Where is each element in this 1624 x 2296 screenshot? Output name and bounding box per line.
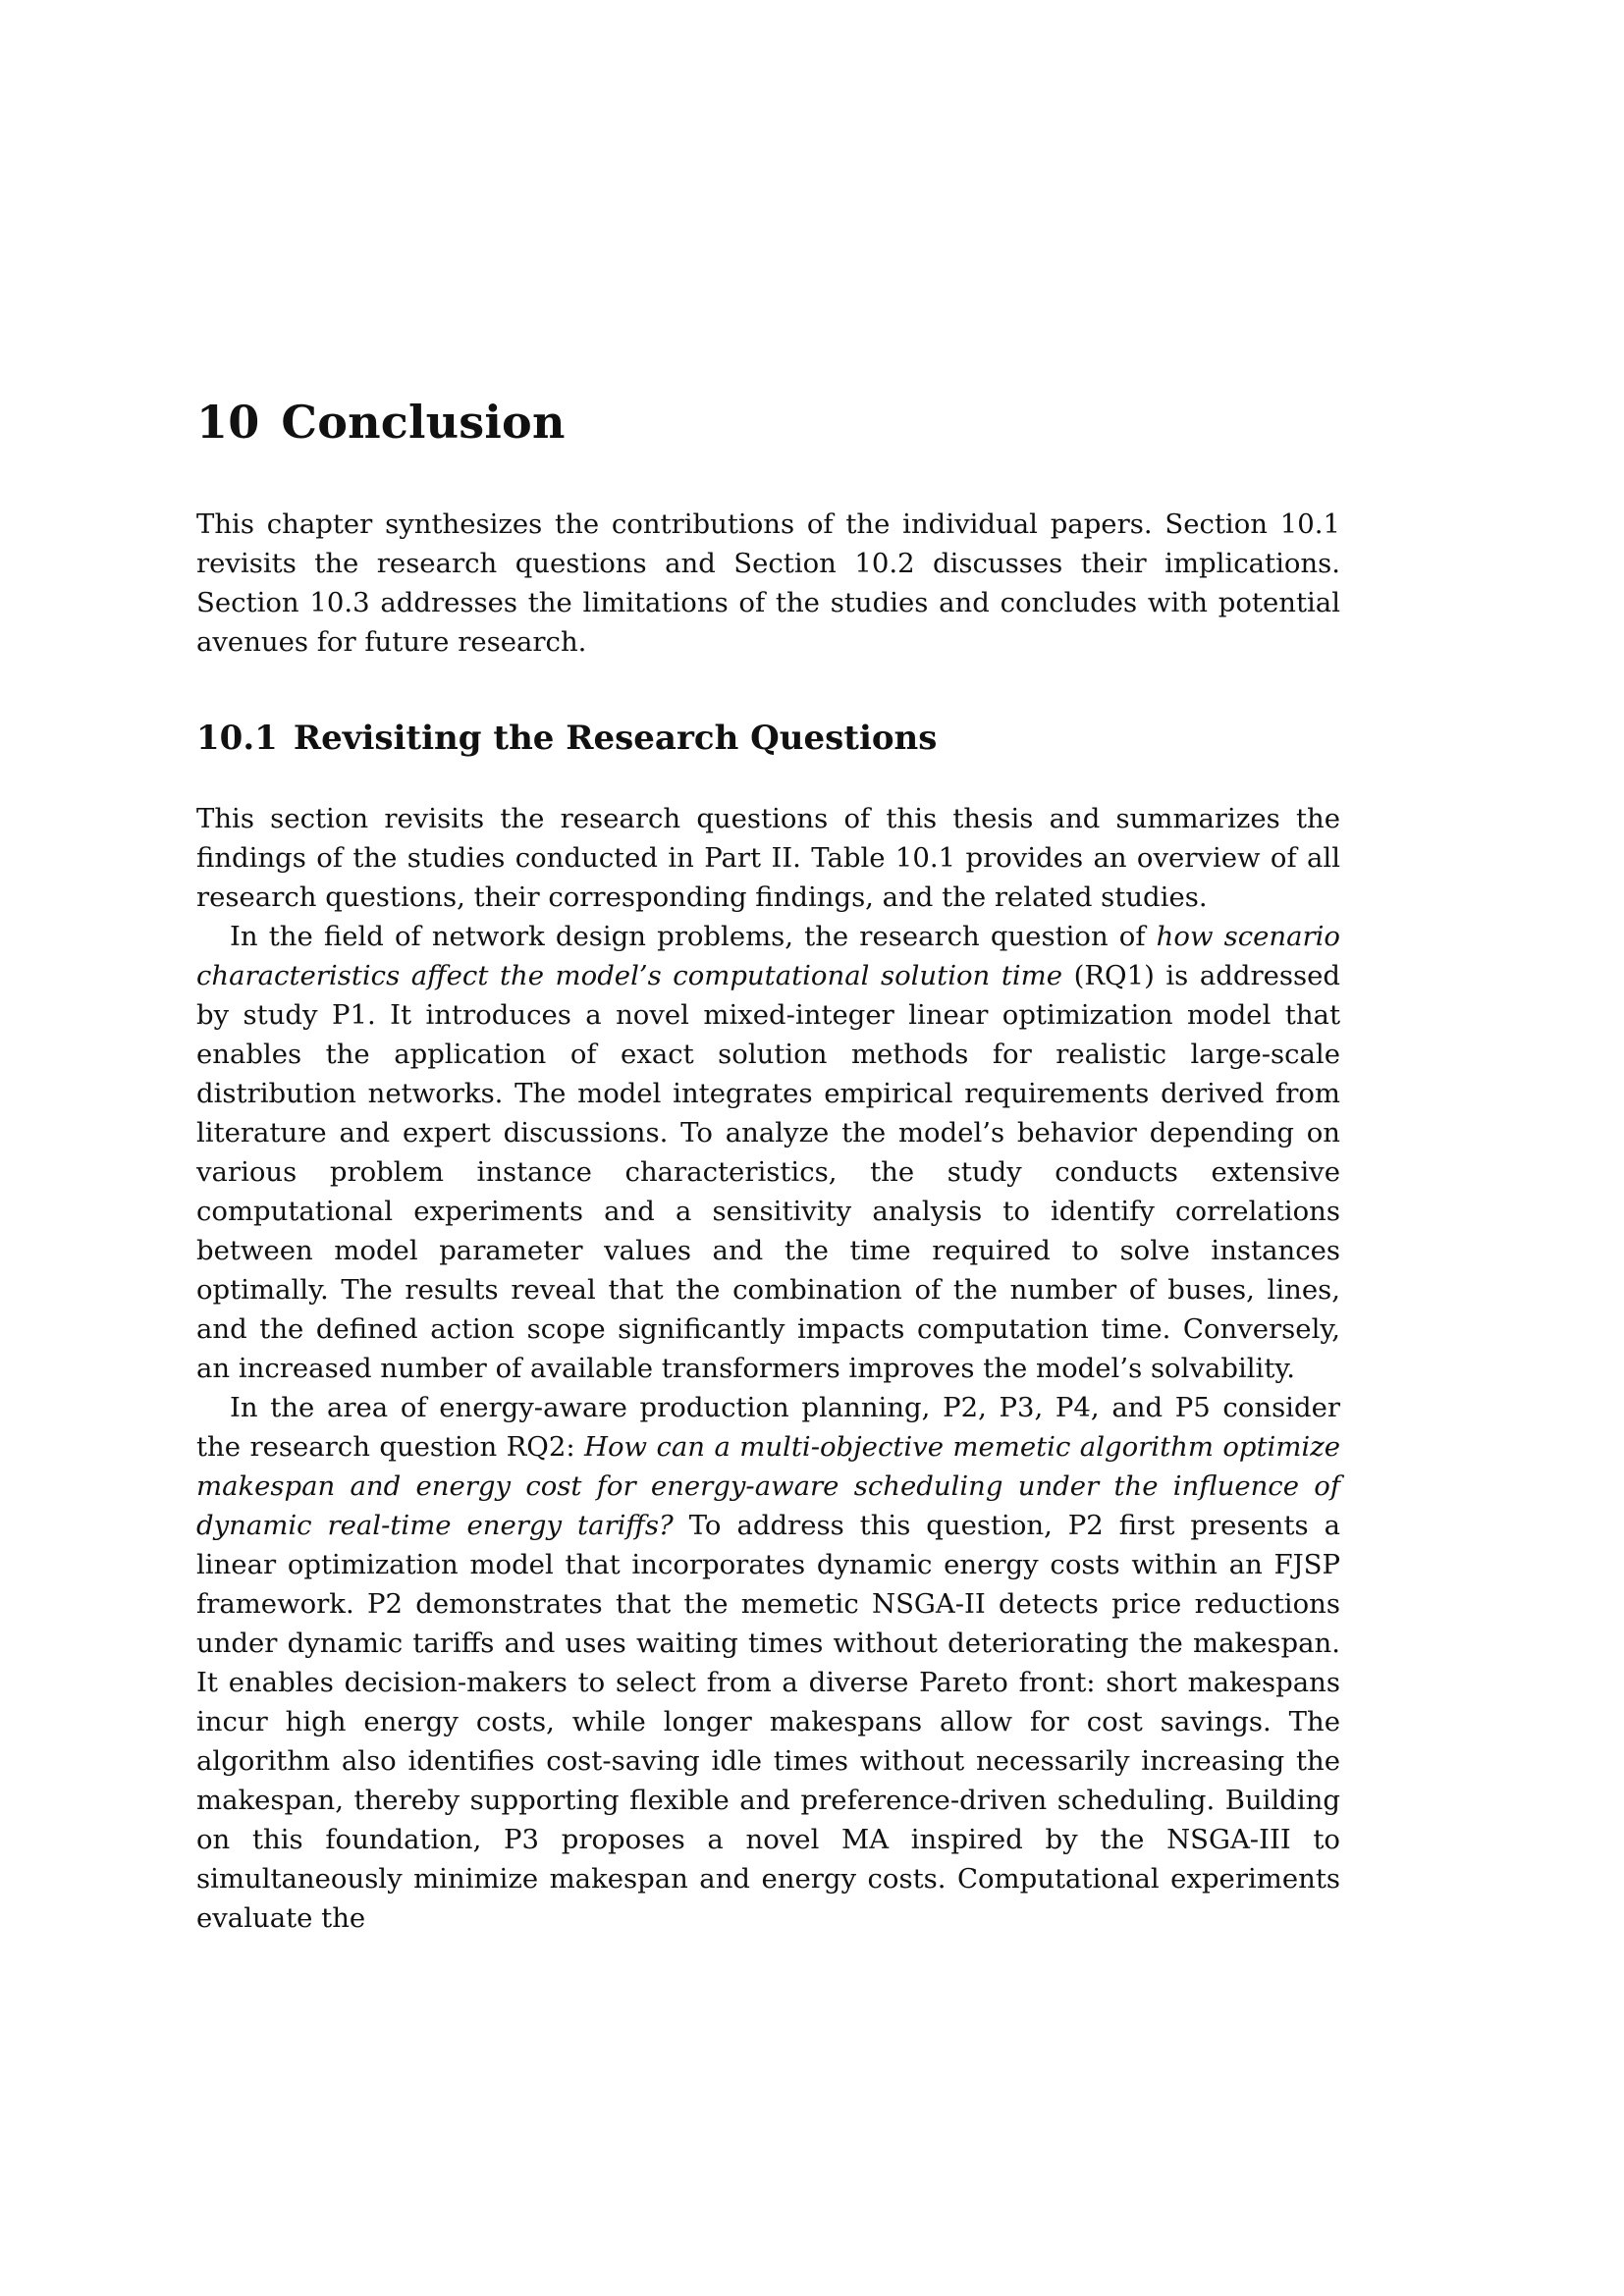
chapter-heading [196,398,1340,448]
chapter-title: Conclusion [281,396,566,449]
section-number: 10.1 [196,718,278,758]
page-content [196,398,1340,1938]
rq1-emphasis: how scenario characteristics affect the model’s computational solution time [196,921,1340,992]
body-paragraph-1: This section revisits the research questions of this thesis and summarizes the findings of the studies conducted in Part II. Table 10.1 provides an overview of all research questions, their corresponding findings, and the related studies. [196,803,1340,914]
paragraph-3-text-start: In the area of energy-aware production planning, P2, P3, P4, and P5 consider the research question RQ2: [196,1392,1340,1464]
section-heading [196,719,1340,759]
section-title: Revisiting the Research Questions [293,718,938,758]
body-paragraph-2 [196,917,1340,1388]
body-paragraph-3 [196,1388,1340,1938]
paragraph-2-text-start: In the field of network design problems, the research question of [230,921,1157,953]
paragraph-2-text-rest: (RQ1) is addressed by study P1. It introduces a novel mixed-integer linear optimization model that enables the application of exact solution methods for realistic large-scale distribution networks. The model integrates empirical requirements derived from literature and expert discussions. To analyze the model’s behavior depending on various problem instance characteristics, the study conducts extensive computational experiments and a sensitivity analysis to identify correlations between model parameter values and the time required to solve instances optimally. The results reveal that the combination of the number of buses, lines, and the defined action scope significantly impacts computation time. Conversely, an increased number of available transformers improves the model’s solvability. [196,960,1340,1385]
paragraph-3-text-rest: To address this question, P2 first presents a linear optimization model that incorporates dynamic energy costs within an FJSP framework. P2 demonstrates that the memetic NSGA-II detects price reductions under dynamic tariffs and uses waiting times without deteriorating the makespan. It enables decision-makers to select from a diverse Pareto front: short makespans incur high energy costs, while longer makespans allow for cost savings. The algorithm also identifies cost-saving idle times without necessarily increasing the makespan, thereby supporting flexible and preference-driven scheduling. Building on this foundation, P3 proposes a novel MA inspired by the NSGA-III to simultaneously minimize makespan and energy costs. Computational experiments evaluate the [196,1510,1340,1935]
chapter-intro-paragraph: This chapter synthesizes the contributions of the individual papers. Section 10.1 revisits the research questions and Section 10.2 discusses their implications. Section 10.3 addresses the limitations of the studies and concludes with potential avenues for future research. [196,507,1340,658]
chapter-number: 10 [196,396,260,449]
rq2-emphasis: How can a multi-objective memetic algorithm optimize makespan and energy cost for energy-aware scheduling under the influence of dynamic real-time energy tariffs? [196,1431,1340,1542]
